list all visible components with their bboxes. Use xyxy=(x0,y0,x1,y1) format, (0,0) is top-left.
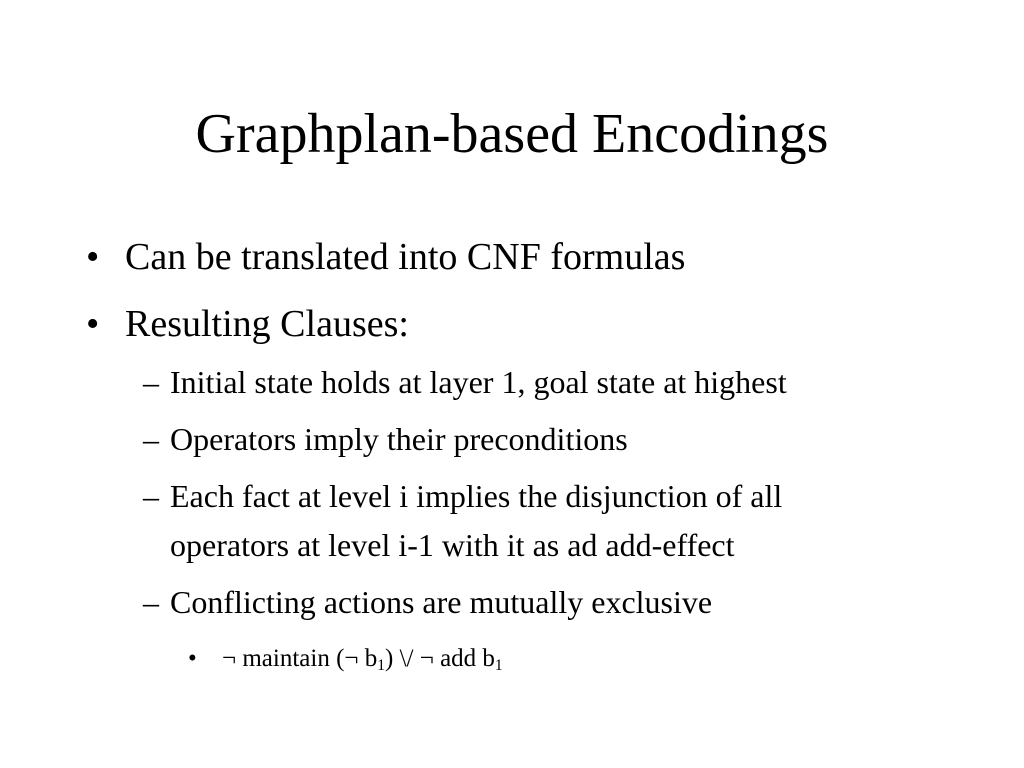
sub-bullet-text: Conflicting actions are mutually exclusive xyxy=(170,584,713,620)
sub-bullet-text-line1: Each fact at level i implies the disjunction of all xyxy=(170,478,783,514)
dash-marker: – xyxy=(143,478,159,514)
sub-bullet-item xyxy=(0,419,1024,459)
sub-bullet-item xyxy=(0,582,1024,622)
formula-item xyxy=(0,643,1024,679)
formula-part2: ) \/ ¬ add b xyxy=(385,645,495,672)
sub-bullet-text-line2: operators at level i-1 with it as ad add-effect xyxy=(170,527,735,563)
bullet-text: Can be translated into CNF formulas xyxy=(125,236,686,278)
bullet-marker: • xyxy=(86,236,100,278)
sub-bullet-continuation xyxy=(0,525,1024,565)
formula-text xyxy=(222,643,503,675)
slide-title: Graphplan-based Encodings xyxy=(195,103,829,165)
dash-marker: – xyxy=(143,584,159,620)
bullet-item xyxy=(0,234,1024,280)
bullet-text: Resulting Clauses: xyxy=(125,303,409,345)
formula-subscript-2: 1 xyxy=(494,656,503,674)
formula-part1: ¬ maintain (¬ b xyxy=(222,645,378,672)
sub-bullet-text: Operators imply their preconditions xyxy=(170,421,628,457)
bullet-item xyxy=(0,301,1024,347)
sub-bullet-text: Initial state holds at layer 1, goal state at highest xyxy=(170,364,787,400)
sub-bullet-item xyxy=(0,476,1024,516)
formula-subscript-1: 1 xyxy=(377,656,385,674)
dash-marker: – xyxy=(143,364,159,400)
bullet-marker: • xyxy=(188,645,197,672)
bullet-marker: • xyxy=(86,303,100,345)
dash-marker: – xyxy=(143,421,159,457)
sub-bullet-item xyxy=(0,362,1024,402)
